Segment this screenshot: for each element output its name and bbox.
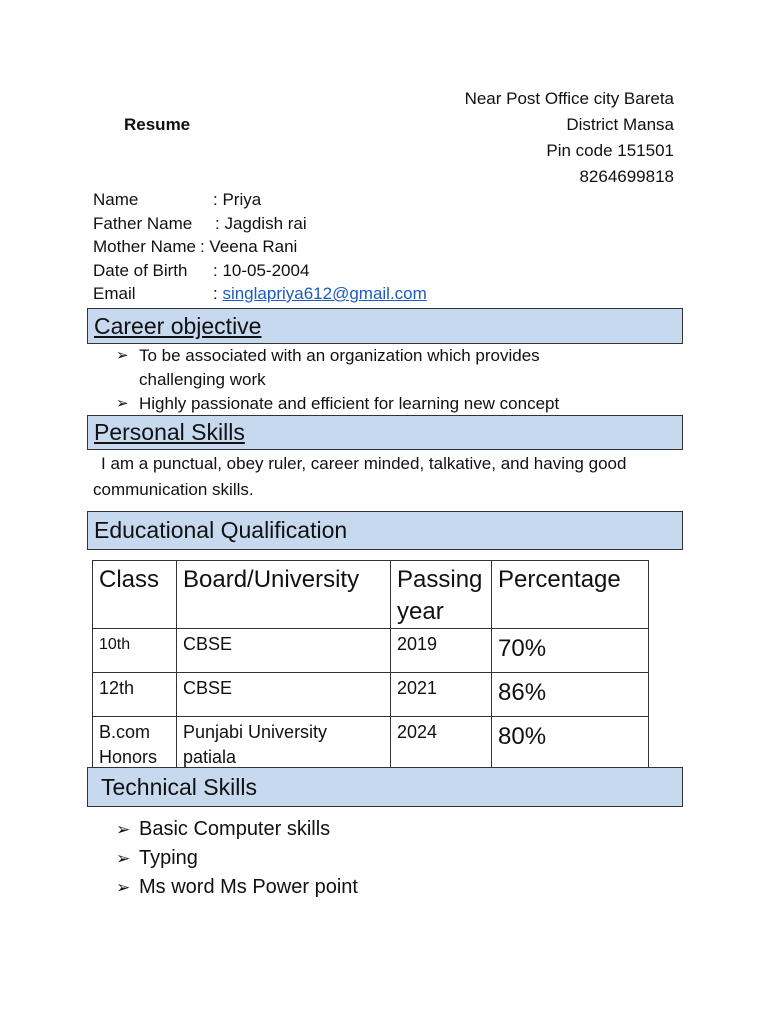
career-objective-list (116, 344, 606, 416)
detail-value: : Veena Rani (199, 237, 298, 256)
list-item (116, 344, 606, 392)
list-item (116, 392, 656, 416)
detail-value: : 10-05-2004 (213, 260, 310, 280)
detail-label: Name (93, 190, 139, 209)
address-line: Near Post Office city Bareta (464, 89, 674, 108)
table-cell: 2021 (391, 673, 492, 717)
detail-label: Father Name (93, 213, 193, 233)
detail-row-email (93, 282, 427, 306)
table-row (93, 673, 649, 717)
list-item-text: Highly passionate and efficient for learning new concept (139, 394, 560, 413)
column-header: Board/University (177, 561, 391, 629)
address-block (465, 86, 674, 190)
personal-details (93, 188, 427, 306)
address-pincode: Pin code 151501 (546, 141, 674, 160)
table-row (93, 629, 649, 673)
personal-skills-heading (87, 415, 683, 450)
education-heading (87, 511, 683, 550)
personal-skills-text (93, 451, 683, 503)
table-cell: CBSE (177, 629, 391, 673)
arrow-bullet-icon: ➢ (116, 878, 131, 897)
table-cell: 70% (492, 629, 649, 673)
resume-title: Resume (124, 115, 191, 134)
list-item (116, 844, 358, 873)
table-cell: B.com Honors (93, 717, 177, 771)
technical-skills-list (116, 815, 358, 902)
detail-value: : Priya (213, 190, 262, 209)
paragraph: I am a punctual, obey ruler, career minded, talkative, and having good communication skills. (93, 454, 627, 499)
address-district: District Mansa (566, 115, 674, 134)
career-objective-heading (87, 308, 683, 344)
email-link[interactable]: singlapriya612@gmail.com (222, 284, 427, 303)
column-header: Percentage (492, 561, 649, 629)
detail-row-name (93, 188, 427, 212)
table-cell: Punjabi University patiala (177, 717, 391, 771)
list-item-text: To be associated with an organization which provides challenging work (139, 346, 540, 389)
column-header: Passing year (391, 561, 492, 629)
education-table (92, 560, 649, 771)
detail-row-father (93, 212, 427, 236)
section-title: Educational Qualification (94, 517, 348, 543)
detail-label: Mother Name (93, 237, 196, 256)
list-item (116, 873, 358, 902)
arrow-bullet-icon: ➢ (116, 347, 129, 364)
detail-value: : Jagdish rai (215, 213, 307, 233)
technical-skills-heading (87, 767, 683, 807)
list-item-text: Ms word Ms Power point (139, 876, 358, 898)
table-cell: CBSE (177, 673, 391, 717)
list-item (116, 815, 358, 844)
detail-row-dob (93, 259, 427, 283)
table-cell: 10th (93, 629, 177, 673)
table-cell: 12th (93, 673, 177, 717)
table-row (93, 717, 649, 771)
table-cell: 80% (492, 717, 649, 771)
list-item-text: Typing (139, 847, 198, 869)
detail-row-mother (93, 235, 427, 259)
table-header-row (93, 561, 649, 629)
section-title: Technical Skills (101, 774, 257, 800)
detail-label: Date of Birth (93, 260, 188, 280)
detail-colon: : (213, 284, 223, 303)
arrow-bullet-icon: ➢ (116, 395, 129, 412)
section-title: Personal Skills (94, 419, 245, 445)
column-header: Class (93, 561, 177, 629)
arrow-bullet-icon: ➢ (116, 820, 131, 839)
table-cell: 2019 (391, 629, 492, 673)
phone-number: 8264699818 (579, 167, 674, 186)
list-item-text: Basic Computer skills (139, 818, 331, 840)
table-cell: 86% (492, 673, 649, 717)
detail-label: Email (93, 284, 136, 303)
arrow-bullet-icon: ➢ (116, 849, 131, 868)
section-title: Career objective (94, 313, 262, 339)
table-cell: 2024 (391, 717, 492, 771)
